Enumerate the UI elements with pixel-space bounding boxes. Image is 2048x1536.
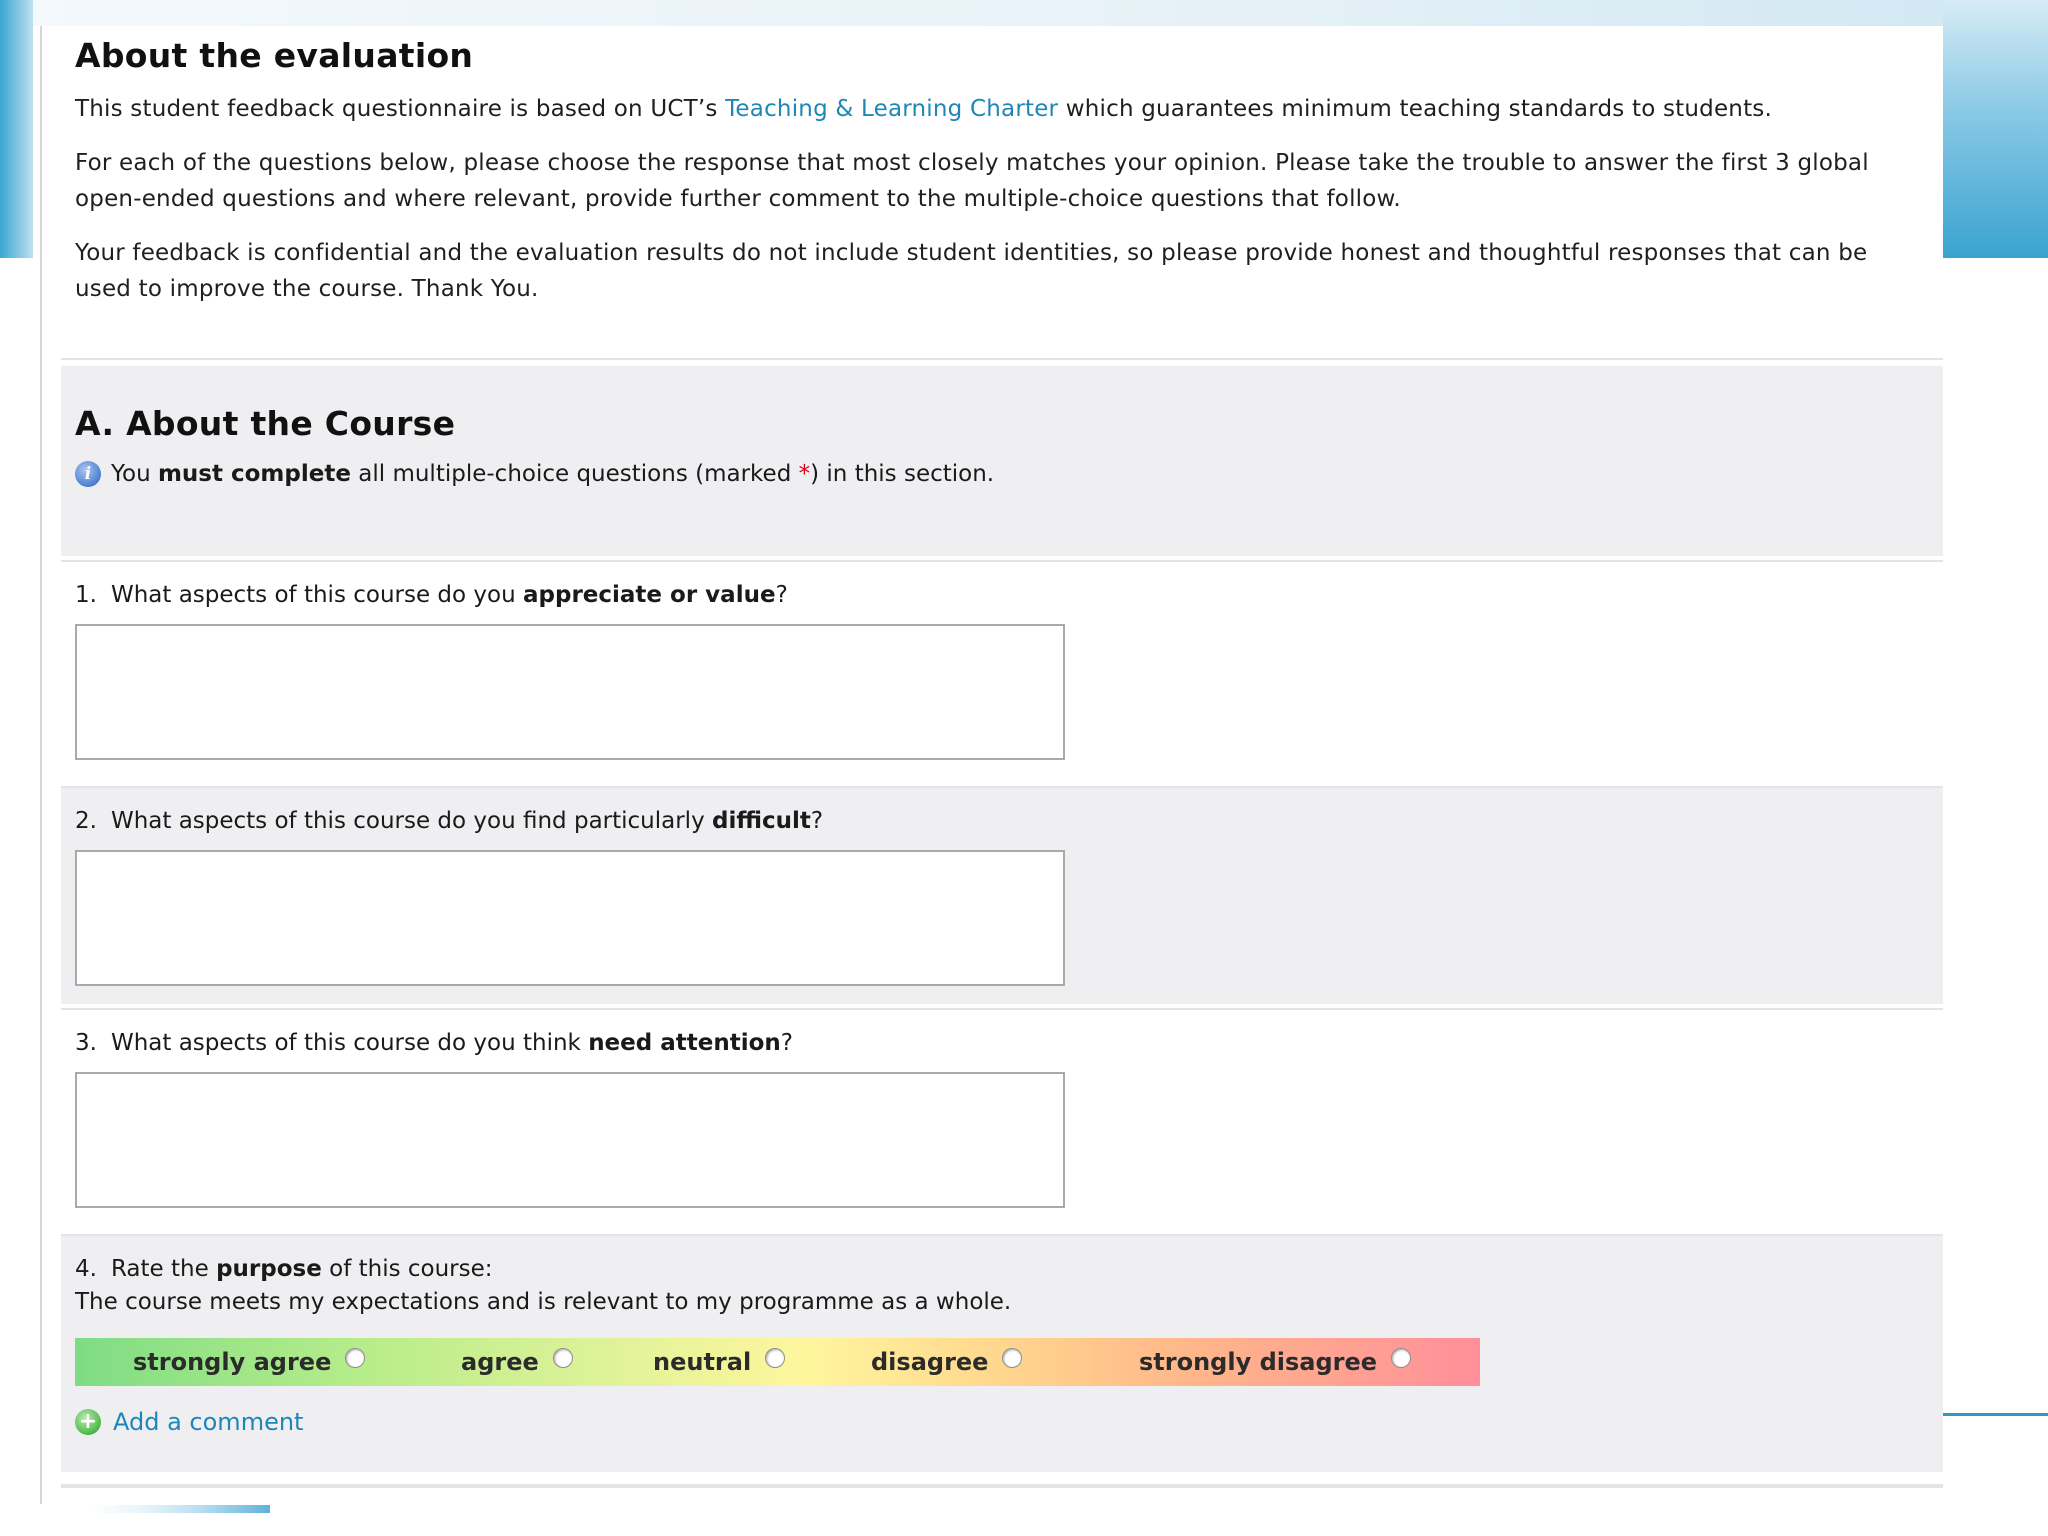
question-2-label (75, 788, 1929, 836)
next-section-divider (61, 1484, 1943, 1488)
question-number: 4. (75, 1256, 97, 1282)
question-emphasis: purpose (216, 1256, 322, 1282)
question-3 (61, 1008, 1943, 1230)
info-icon: i (75, 461, 101, 487)
radio-strongly-agree[interactable] (345, 1348, 365, 1368)
required-notice (75, 461, 1929, 487)
rating-label: strongly agree (133, 1348, 332, 1376)
content-frame-border (40, 26, 42, 1504)
rating-option-strongly-disagree[interactable] (1139, 1338, 1411, 1386)
background-left-decoration (0, 0, 33, 258)
question-text: What aspects of this course do you (110, 582, 523, 608)
question-1 (61, 560, 1943, 782)
section-a-title: A. About the Course (75, 404, 456, 443)
background-right-decoration (1943, 0, 2048, 258)
section-a-header (61, 366, 1943, 556)
question-3-answer-field[interactable] (75, 1072, 1065, 1208)
bottom-decoration (90, 1505, 270, 1513)
question-text-end: of this course: (321, 1256, 493, 1282)
rating-label: neutral (653, 1348, 752, 1376)
notice-part-1: You (111, 461, 158, 487)
background-right-line (1943, 1413, 2048, 1416)
required-asterisk: * (798, 461, 811, 487)
evaluation-form (61, 26, 1943, 1472)
question-number: 2. (75, 808, 97, 834)
about-title: About the evaluation (75, 36, 474, 75)
about-p1-text-end: which guarantees minimum teaching standards to students. (1058, 96, 1772, 122)
rating-label: disagree (871, 1348, 989, 1376)
radio-disagree[interactable] (1002, 1348, 1022, 1368)
about-paragraph-3: Your feedback is confidential and the evaluation results do not include student identities, so please provide honest and thoughtful responses that can be used to improve the course. Thank You. (75, 240, 1868, 302)
rating-option-agree[interactable] (461, 1338, 573, 1386)
notice-part-3: ) in this section. (810, 461, 995, 487)
question-3-label (75, 1010, 1929, 1058)
about-evaluation-section (61, 26, 1943, 360)
question-emphasis: difficult (712, 808, 811, 834)
question-text: Rate the (110, 1256, 217, 1282)
rating-option-neutral[interactable] (653, 1338, 785, 1386)
rating-label: agree (461, 1348, 539, 1376)
question-2 (61, 786, 1943, 1004)
rating-scale (75, 1338, 1480, 1386)
question-text-end: ? (775, 582, 788, 608)
notice-text (111, 461, 994, 487)
rating-option-strongly-agree[interactable] (133, 1338, 365, 1386)
question-text: What aspects of this course do you find particularly (110, 808, 712, 834)
rating-option-disagree[interactable] (871, 1338, 1022, 1386)
add-comment-link[interactable]: Add a comment (113, 1408, 304, 1436)
about-paragraph-1 (75, 91, 1929, 127)
question-2-answer-field[interactable] (75, 850, 1065, 986)
question-1-label (75, 562, 1929, 610)
question-emphasis: need attention (588, 1030, 781, 1056)
question-4-statement: The course meets my expectations and is relevant to my programme as a whole. (75, 1289, 1012, 1315)
question-4-label (75, 1236, 1929, 1284)
radio-strongly-disagree[interactable] (1391, 1348, 1411, 1368)
notice-emphasis: must complete (157, 461, 351, 487)
rating-label: strongly disagree (1139, 1348, 1378, 1376)
teaching-learning-charter-link[interactable]: Teaching & Learning Charter (725, 96, 1059, 122)
question-number: 3. (75, 1030, 97, 1056)
page-background-top (0, 0, 2048, 26)
add-comment-row[interactable] (75, 1408, 1929, 1436)
plus-circle-icon[interactable]: + (75, 1409, 101, 1435)
question-text-end: ? (780, 1030, 793, 1056)
radio-agree[interactable] (553, 1348, 573, 1368)
about-paragraph-2: For each of the questions below, please choose the response that most closely matches your opinion. Please take the trouble to answer the first 3 global open-ended questions and where relevant, provide further comment to the multiple-choice questions that follow. (75, 150, 1869, 212)
question-text-end: ? (810, 808, 824, 834)
question-1-answer-field[interactable] (75, 624, 1065, 760)
question-text: What aspects of this course do you think (110, 1030, 589, 1056)
question-number: 1. (75, 582, 97, 608)
about-p1-text: This student feedback questionnaire is based on UCT’s (75, 96, 726, 122)
question-emphasis: appreciate or value (523, 582, 776, 608)
radio-neutral[interactable] (765, 1348, 785, 1368)
notice-part-2: all multiple-choice questions (marked (350, 461, 799, 487)
question-4 (61, 1234, 1943, 1472)
